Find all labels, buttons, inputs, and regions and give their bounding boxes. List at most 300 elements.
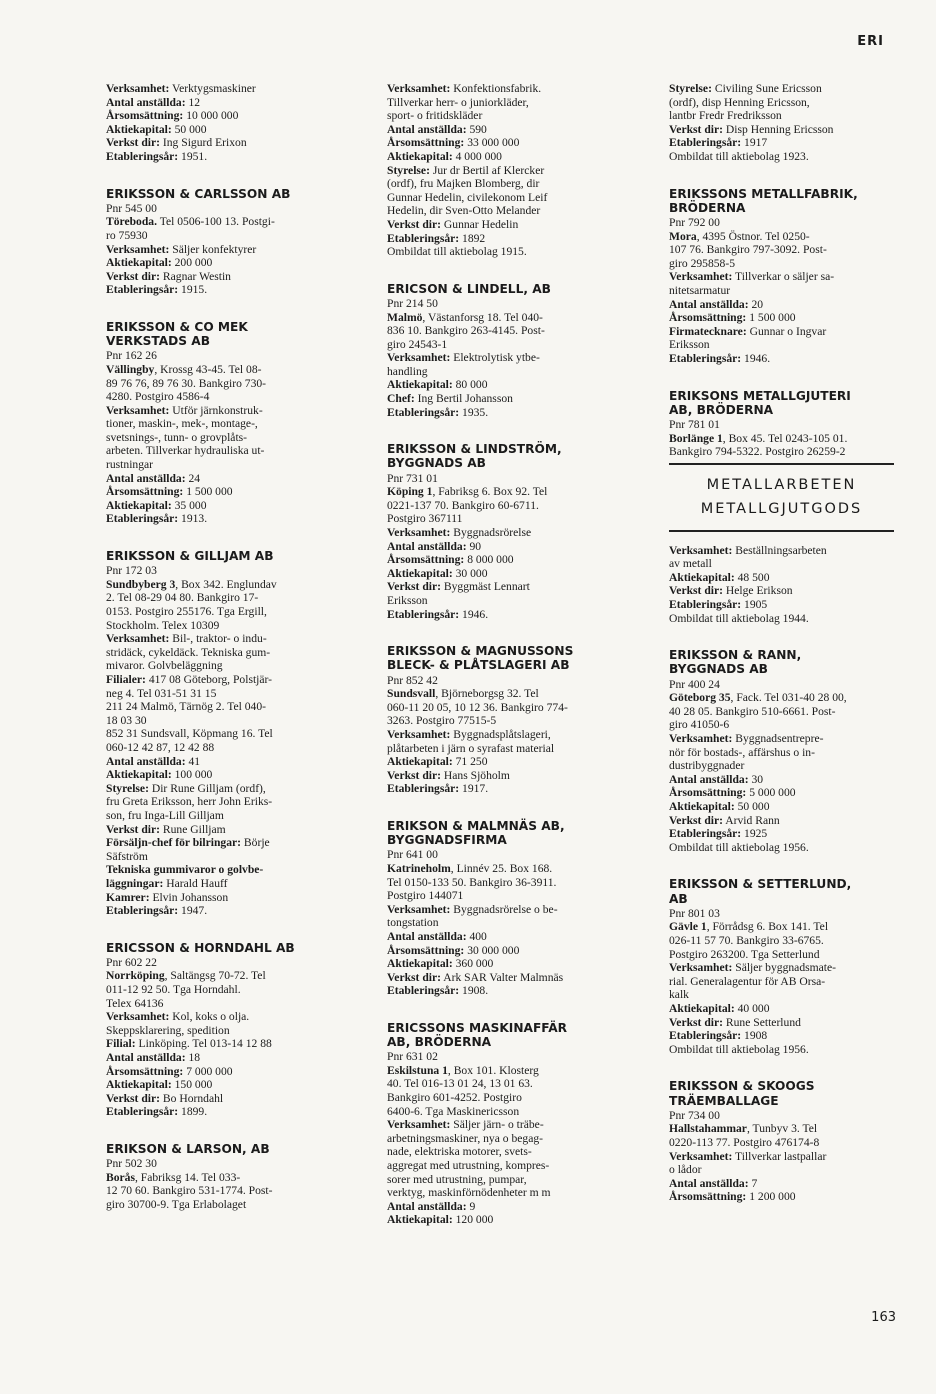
entry-line bbox=[669, 678, 894, 692]
field-value: 1892 bbox=[459, 231, 486, 245]
entry-line bbox=[387, 1145, 597, 1159]
field-label: Firmatecknare: bbox=[669, 324, 747, 338]
company-name: ERIKSON & MALMNÄS AB, bbox=[387, 818, 565, 833]
field-value: handling bbox=[387, 364, 428, 378]
entry-line bbox=[387, 728, 597, 742]
field-value: Bankgiro 601-4252. Postgiro bbox=[387, 1091, 522, 1105]
entry-line bbox=[669, 800, 894, 814]
field-value: 1946. bbox=[459, 607, 489, 621]
field-label: Antal anställda: bbox=[387, 122, 467, 136]
field-label: Aktiekapital: bbox=[387, 957, 453, 971]
field-label: Aktiekapital: bbox=[106, 498, 172, 512]
entry-line bbox=[669, 934, 894, 948]
entry-line bbox=[106, 1010, 331, 1024]
field-label: Årsomsättning: bbox=[387, 943, 465, 957]
field-value: arbeten. Tillverkar hydrauliska ut- bbox=[106, 444, 265, 458]
company-entry bbox=[669, 649, 894, 854]
field-label: Verkst dir: bbox=[669, 1015, 723, 1029]
entry-line bbox=[106, 1105, 331, 1119]
entry-line bbox=[387, 204, 597, 218]
entry-line bbox=[106, 646, 331, 660]
entry-line bbox=[669, 352, 894, 366]
field-value: 1 200 000 bbox=[746, 1190, 796, 1204]
field-label: Etableringsår: bbox=[669, 598, 742, 612]
company-name: AB, BRÖDERNA bbox=[387, 1035, 492, 1050]
field-value: 71 250 bbox=[452, 755, 488, 769]
field-value: 24 bbox=[185, 471, 201, 485]
entry-line bbox=[669, 1016, 894, 1030]
field-label: Antal anställda: bbox=[387, 1199, 467, 1213]
entry-line bbox=[387, 876, 597, 890]
field-label: Verkst dir: bbox=[387, 768, 441, 782]
entry-line bbox=[669, 1136, 894, 1150]
entry-line bbox=[106, 1198, 331, 1212]
field-value: Ombildat till aktiebolag 1956. bbox=[669, 1042, 809, 1056]
entry-line bbox=[106, 795, 331, 809]
field-label: Vällingby bbox=[106, 362, 155, 376]
entry-line bbox=[669, 612, 894, 626]
field-label: Antal anställda: bbox=[669, 772, 749, 786]
field-value: giro 30700-9. Tga Erlabolaget bbox=[106, 1198, 247, 1211]
field-label: Styrelse: bbox=[669, 82, 712, 95]
field-value: rial. Generalagentur för AB Orsa- bbox=[669, 974, 826, 988]
field-value: , Krossg 43-45. Tel 08- bbox=[154, 362, 262, 376]
field-value: Börje bbox=[241, 836, 270, 850]
entry-line bbox=[669, 584, 894, 598]
field-value: Ombildat till aktiebolag 1956. bbox=[669, 840, 809, 854]
field-value: 18 bbox=[185, 1051, 201, 1065]
field-label: Köping 1 bbox=[387, 485, 433, 499]
field-label: Etableringsår: bbox=[106, 283, 179, 297]
field-value: , Box 45. Tel 0243-105 01. bbox=[722, 431, 848, 445]
field-label: Antal anställda: bbox=[387, 539, 467, 553]
field-value: , Linnév 25. Box 168. bbox=[450, 861, 553, 875]
entry-line bbox=[387, 96, 597, 110]
field-label: Katrineholm bbox=[387, 861, 451, 875]
company-name: ERIKSSON & SETTERLUND, bbox=[669, 877, 852, 892]
entry-line bbox=[106, 123, 331, 137]
entry-line bbox=[669, 257, 894, 271]
entry-line bbox=[106, 444, 331, 458]
field-value: (ordf), fru Majken Blomberg, dir bbox=[387, 177, 540, 191]
entry-line bbox=[669, 284, 894, 298]
entry-line bbox=[669, 338, 894, 352]
field-label: Etableringsår: bbox=[669, 136, 742, 150]
company-name: BLECK- & PLÅTSLAGERI AB bbox=[387, 658, 570, 673]
field-value: Disp Henning Ericsson bbox=[723, 122, 834, 136]
field-value: Civiling Sune Ericsson bbox=[711, 82, 822, 95]
field-value: Pnr 734 00 bbox=[669, 1108, 720, 1122]
field-value: , Tunbyv 3. Tel bbox=[746, 1122, 818, 1136]
field-value: 026-11 57 70. Bankgiro 33-6765. bbox=[669, 933, 824, 947]
field-value: 1913. bbox=[178, 512, 208, 526]
entry-line bbox=[106, 349, 331, 363]
field-value: 1915. bbox=[178, 283, 208, 297]
field-value: Byggmäst Lennart bbox=[441, 580, 530, 594]
entry-line bbox=[669, 150, 894, 164]
field-value: Ombildat till aktiebolag 1944. bbox=[669, 611, 809, 625]
field-value: 1935. bbox=[459, 405, 489, 419]
field-label: Verkst dir: bbox=[106, 269, 160, 283]
field-label: Etableringsår: bbox=[387, 405, 460, 419]
company-entry bbox=[106, 82, 331, 164]
entry-line bbox=[106, 404, 331, 418]
field-value: Ing Sigurd Erixon bbox=[160, 136, 247, 150]
field-value: Dir Rune Gilljam (ordf), bbox=[148, 781, 266, 795]
field-label: Aktiekapital: bbox=[106, 122, 172, 136]
entry-line bbox=[106, 782, 331, 796]
field-value: 1 500 000 bbox=[183, 485, 233, 499]
entry-line bbox=[106, 243, 331, 257]
field-value: 4280. Postgiro 4586-4 bbox=[106, 390, 210, 404]
entry-line bbox=[106, 836, 331, 850]
field-label: läggningar: bbox=[106, 876, 164, 890]
field-value: Gunnar Hedelin bbox=[441, 217, 519, 231]
entry-line bbox=[669, 557, 894, 571]
entry-line bbox=[106, 809, 331, 823]
entry-line bbox=[669, 1190, 894, 1204]
entry-line bbox=[106, 82, 331, 96]
field-label: Borås bbox=[106, 1170, 135, 1184]
field-value: 50 000 bbox=[734, 800, 770, 813]
field-value: , Björneborgsg 32. Tel bbox=[435, 687, 539, 701]
field-value: Elektrolytisk ytbe- bbox=[450, 351, 540, 365]
entry-line bbox=[669, 96, 894, 110]
entry-line bbox=[669, 814, 894, 828]
field-value: , Fabriksg 14. Tel 033- bbox=[134, 1170, 241, 1184]
entry-line bbox=[669, 841, 894, 855]
company-name: ERIKSSON & MAGNUSSONS bbox=[387, 644, 574, 659]
field-label: Antal anställda: bbox=[106, 754, 186, 768]
field-value: 33 000 000 bbox=[464, 136, 520, 150]
entry-line bbox=[387, 297, 597, 311]
entry-line bbox=[669, 1122, 894, 1136]
running-head: ERI bbox=[857, 34, 884, 49]
entry-line bbox=[387, 1118, 597, 1132]
entry-line bbox=[387, 392, 597, 406]
field-value: Utför järnkonstruk- bbox=[169, 403, 263, 417]
field-value: plåtarbeten i järn o syrafast material bbox=[387, 741, 555, 755]
entry-line bbox=[106, 485, 331, 499]
field-value: Bo Horndahl bbox=[160, 1091, 224, 1105]
field-label: Etableringsår: bbox=[387, 984, 460, 998]
entry-line bbox=[669, 418, 894, 432]
field-label: Aktiekapital: bbox=[669, 800, 735, 813]
field-value: Pnr 400 24 bbox=[669, 677, 720, 691]
entry-line bbox=[669, 920, 894, 934]
entry-line bbox=[669, 1043, 894, 1057]
field-label: Årsomsättning: bbox=[106, 1064, 184, 1078]
entry-line bbox=[106, 714, 331, 728]
entry-line bbox=[106, 727, 331, 741]
field-value: 0221-137 70. Bankgiro 60-6711. bbox=[387, 498, 539, 512]
company-entry bbox=[106, 942, 331, 1119]
field-value: 89 76 76, 89 76 30. Bankgiro 730- bbox=[106, 376, 267, 390]
company-name: ERIKSSON & CO MEK bbox=[106, 319, 248, 334]
entry-line bbox=[387, 540, 597, 554]
field-label: Etableringsår: bbox=[387, 607, 460, 621]
entry-line bbox=[387, 378, 597, 392]
entry-line bbox=[669, 773, 894, 787]
field-value: o lådor bbox=[669, 1163, 702, 1177]
entry-line bbox=[106, 632, 331, 646]
entry-line bbox=[669, 948, 894, 962]
entry-line bbox=[106, 109, 331, 123]
field-value: Pnr 214 50 bbox=[387, 296, 438, 310]
field-value: 0153. Postgiro 255176. Tga Ergill, bbox=[106, 605, 267, 619]
entry-line bbox=[387, 472, 597, 486]
field-value: Pnr 172 03 bbox=[106, 564, 157, 578]
entry-line bbox=[669, 325, 894, 339]
field-label: Verksamhet: bbox=[106, 82, 170, 95]
field-value: 150 000 bbox=[171, 1078, 213, 1092]
entry-line bbox=[387, 1159, 597, 1173]
entry-line bbox=[387, 351, 597, 365]
entry-line bbox=[387, 971, 597, 985]
entry-line bbox=[106, 564, 331, 578]
field-value: 836 10. Bankgiro 263-4145. Post- bbox=[387, 324, 545, 338]
entry-line bbox=[387, 687, 597, 701]
field-label: Verkst dir: bbox=[387, 580, 441, 594]
field-value: ro 75930 bbox=[106, 228, 148, 242]
entry-line bbox=[387, 232, 597, 246]
field-label: Borlänge 1 bbox=[669, 431, 723, 445]
field-value: Byggnadsplåtslageri, bbox=[450, 727, 551, 741]
field-label: Antal anställda: bbox=[106, 471, 186, 485]
field-value: dustribyggnader bbox=[669, 759, 745, 773]
field-label: Verksamhet: bbox=[106, 1010, 170, 1024]
field-value: 40 000 bbox=[734, 1001, 770, 1015]
field-value: nade, elektriska motorer, svets- bbox=[387, 1145, 532, 1159]
field-value: Bil-, traktor- o indu- bbox=[169, 632, 267, 646]
field-label: Verkst dir: bbox=[669, 122, 723, 136]
entry-line bbox=[387, 338, 597, 352]
field-value: giro 295858-5 bbox=[669, 256, 736, 270]
field-label: Verkst dir: bbox=[669, 584, 723, 598]
entry-line bbox=[387, 862, 597, 876]
entry-line bbox=[106, 591, 331, 605]
entry-line bbox=[106, 150, 331, 164]
field-label: Årsomsättning: bbox=[387, 553, 465, 567]
company-name: ERICSSON & HORNDAHL AB bbox=[106, 940, 295, 955]
field-label: Aktiekapital: bbox=[387, 378, 453, 392]
entry-line bbox=[387, 150, 597, 164]
entry-line bbox=[387, 769, 597, 783]
entry-line bbox=[387, 742, 597, 756]
company-entry bbox=[387, 820, 597, 998]
field-value: 1946. bbox=[741, 351, 771, 365]
field-label: Verksamhet: bbox=[106, 242, 170, 256]
field-value: Säfström bbox=[106, 849, 148, 863]
field-value: Byggnadsrörelse o be- bbox=[450, 902, 558, 916]
category-heading-box bbox=[669, 463, 894, 532]
column-2 bbox=[387, 82, 597, 1251]
field-label: Tekniska gummivaror o golvbe- bbox=[106, 863, 264, 877]
entry-line bbox=[669, 243, 894, 257]
entry-line bbox=[669, 1109, 894, 1123]
field-value: 1947. bbox=[178, 904, 208, 918]
field-label: Chef: bbox=[387, 392, 415, 406]
entry-line bbox=[106, 605, 331, 619]
field-value: 50 000 bbox=[171, 122, 207, 136]
field-value: Pnr 631 02 bbox=[387, 1050, 438, 1064]
field-value: neg 4. Tel 031-51 31 15 bbox=[106, 686, 217, 700]
entry-line bbox=[387, 1050, 597, 1064]
field-value: stridäck, cykeldäck. Tekniska gum- bbox=[106, 645, 271, 659]
field-value: Postgiro 144071 bbox=[387, 889, 464, 903]
field-value: 3263. Postgiro 77515-5 bbox=[387, 714, 497, 728]
field-value: Eriksson bbox=[669, 338, 710, 352]
company-entry bbox=[669, 390, 894, 626]
entry-line bbox=[669, 907, 894, 921]
field-value: , Saltängsg 70-72. Tel bbox=[164, 969, 266, 983]
entry-line bbox=[106, 215, 331, 229]
entry-line bbox=[387, 580, 597, 594]
field-label: Göteborg 35 bbox=[669, 691, 731, 705]
field-label: Aktiekapital: bbox=[106, 1078, 172, 1092]
company-name: ERIKSSON & CARLSSON AB bbox=[106, 186, 291, 201]
field-label: Verkst dir: bbox=[387, 217, 441, 231]
entry-line bbox=[669, 705, 894, 719]
field-value: verktyg, maskinförnödenheter m m bbox=[387, 1186, 551, 1200]
entry-line bbox=[387, 567, 597, 581]
field-value: Verktygsmaskiner bbox=[169, 82, 256, 95]
field-value: 590 bbox=[466, 122, 487, 136]
entry-line bbox=[387, 1132, 597, 1146]
field-label: Årsomsättning: bbox=[669, 311, 747, 325]
field-value: 1917 bbox=[741, 136, 768, 150]
field-value: 6400-6. Tga Maskinericsson bbox=[387, 1104, 520, 1118]
entry-line bbox=[106, 863, 331, 877]
entry-line bbox=[669, 759, 894, 773]
entry-line bbox=[387, 499, 597, 513]
field-value: Konfektionsfabrik. bbox=[450, 82, 542, 95]
entry-line bbox=[387, 1091, 597, 1105]
field-value: Tillverkar o säljer sa- bbox=[732, 270, 835, 284]
entry-line bbox=[387, 526, 597, 540]
entry-line bbox=[106, 417, 331, 431]
entry-line bbox=[387, 755, 597, 769]
field-value: kalk bbox=[669, 988, 689, 1002]
entry-line bbox=[106, 659, 331, 673]
field-label: Aktiekapital: bbox=[387, 755, 453, 769]
field-value: tioner, maskin-, mek-, montage-, bbox=[106, 417, 258, 431]
entry-line bbox=[106, 270, 331, 284]
field-value: 1899. bbox=[178, 1105, 208, 1119]
field-value: nör för bostads-, affärshus o in- bbox=[669, 745, 815, 759]
entry-line bbox=[106, 431, 331, 445]
field-value: Säljer konfektyrer bbox=[169, 242, 257, 256]
company-name: ERIKSSON & GILLJAM AB bbox=[106, 549, 274, 564]
entry-line bbox=[669, 311, 894, 325]
field-value: 200 000 bbox=[171, 256, 213, 270]
field-value: 4 000 000 bbox=[452, 149, 502, 163]
entry-line bbox=[106, 1024, 331, 1038]
field-value: 360 000 bbox=[452, 957, 494, 971]
field-value: Postgiro 367111 bbox=[387, 512, 463, 526]
field-value: 1905 bbox=[741, 598, 768, 612]
field-label: Styrelse: bbox=[106, 781, 149, 795]
field-label: Mora bbox=[669, 229, 697, 243]
entry-line bbox=[106, 1078, 331, 1092]
field-value: 40 28 05. Bankgiro 510-6661. Post- bbox=[669, 704, 836, 718]
company-name: ERIKSSONS METALLFABRIK, bbox=[669, 186, 858, 201]
field-value: 30 000 000 bbox=[464, 943, 520, 957]
field-value: Tillverkar lastpallar bbox=[732, 1149, 827, 1163]
entry-line bbox=[106, 1051, 331, 1065]
field-value: Pnr 781 01 bbox=[669, 417, 720, 431]
field-value: , Västanforsg 18. Tel 040- bbox=[422, 310, 543, 324]
entry-line bbox=[387, 365, 597, 379]
field-value: Beställningsarbeten bbox=[732, 543, 827, 557]
field-value: Eriksson bbox=[387, 594, 428, 608]
entry-line bbox=[387, 608, 597, 622]
entry-line bbox=[106, 1065, 331, 1079]
field-value: svetsnings-, tunn- o grovplåts- bbox=[106, 430, 248, 444]
entry-line bbox=[669, 1029, 894, 1043]
field-value: Ragnar Westin bbox=[160, 269, 231, 283]
entry-line bbox=[387, 177, 597, 191]
entry-line bbox=[106, 983, 331, 997]
entry-line bbox=[669, 445, 894, 459]
field-value: Pnr 545 00 bbox=[106, 201, 157, 215]
entry-line bbox=[387, 782, 597, 796]
entry-line bbox=[387, 406, 597, 420]
field-label: Etableringsår: bbox=[669, 827, 742, 841]
field-label: Aktiekapital: bbox=[387, 1213, 453, 1227]
field-value: 80 000 bbox=[452, 378, 488, 392]
company-name: AB bbox=[669, 891, 688, 906]
field-value: , Fack. Tel 031-40 28 00, bbox=[730, 691, 847, 705]
field-value: Tel 0150-133 50. Bankgiro 36-3911. bbox=[387, 875, 557, 889]
entry-line bbox=[669, 1163, 894, 1177]
field-value: Pnr 502 30 bbox=[106, 1157, 157, 1171]
field-value: Pnr 731 01 bbox=[387, 471, 438, 485]
entry-line bbox=[106, 1171, 331, 1185]
entry-line bbox=[387, 512, 597, 526]
field-value: Bankgiro 794-5322. Postgiro 26259-2 bbox=[669, 445, 846, 459]
field-value: 7 bbox=[748, 1176, 758, 1190]
field-label: Verksamhet: bbox=[387, 82, 451, 95]
company-entry bbox=[106, 1143, 331, 1212]
field-value: , 4395 Östnor. Tel 0250- bbox=[696, 229, 810, 243]
column-3 bbox=[669, 82, 894, 1228]
entry-line bbox=[669, 216, 894, 230]
entry-line bbox=[387, 123, 597, 137]
field-label: Aktiekapital: bbox=[387, 149, 453, 163]
entry-line bbox=[387, 984, 597, 998]
entry-line bbox=[106, 458, 331, 472]
field-label: Årsomsättning: bbox=[106, 485, 184, 499]
company-entry bbox=[106, 188, 331, 297]
field-label: Sundbyberg 3 bbox=[106, 577, 176, 591]
field-label: Försäljn-chef för bilringar: bbox=[106, 836, 242, 850]
field-value: Rune Gilljam bbox=[160, 822, 226, 836]
field-label: Filialer: bbox=[106, 673, 146, 686]
entry-line bbox=[387, 944, 597, 958]
field-label: Verksamhet: bbox=[669, 270, 733, 284]
field-label: Verksamhet: bbox=[669, 1149, 733, 1163]
field-value: 2. Tel 08-29 04 80. Bankgiro 17- bbox=[106, 591, 259, 605]
field-value: 400 bbox=[466, 929, 487, 943]
field-label: Årsomsättning: bbox=[387, 136, 465, 150]
field-value: 1917. bbox=[459, 782, 489, 796]
field-value: 1951. bbox=[178, 149, 208, 163]
field-label: Verksamhet: bbox=[106, 632, 170, 646]
field-value: Pnr 602 22 bbox=[106, 955, 157, 969]
field-value: Postgiro 263200. Tga Setterlund bbox=[669, 947, 820, 961]
field-value: Byggnadsrörelse bbox=[450, 526, 532, 540]
